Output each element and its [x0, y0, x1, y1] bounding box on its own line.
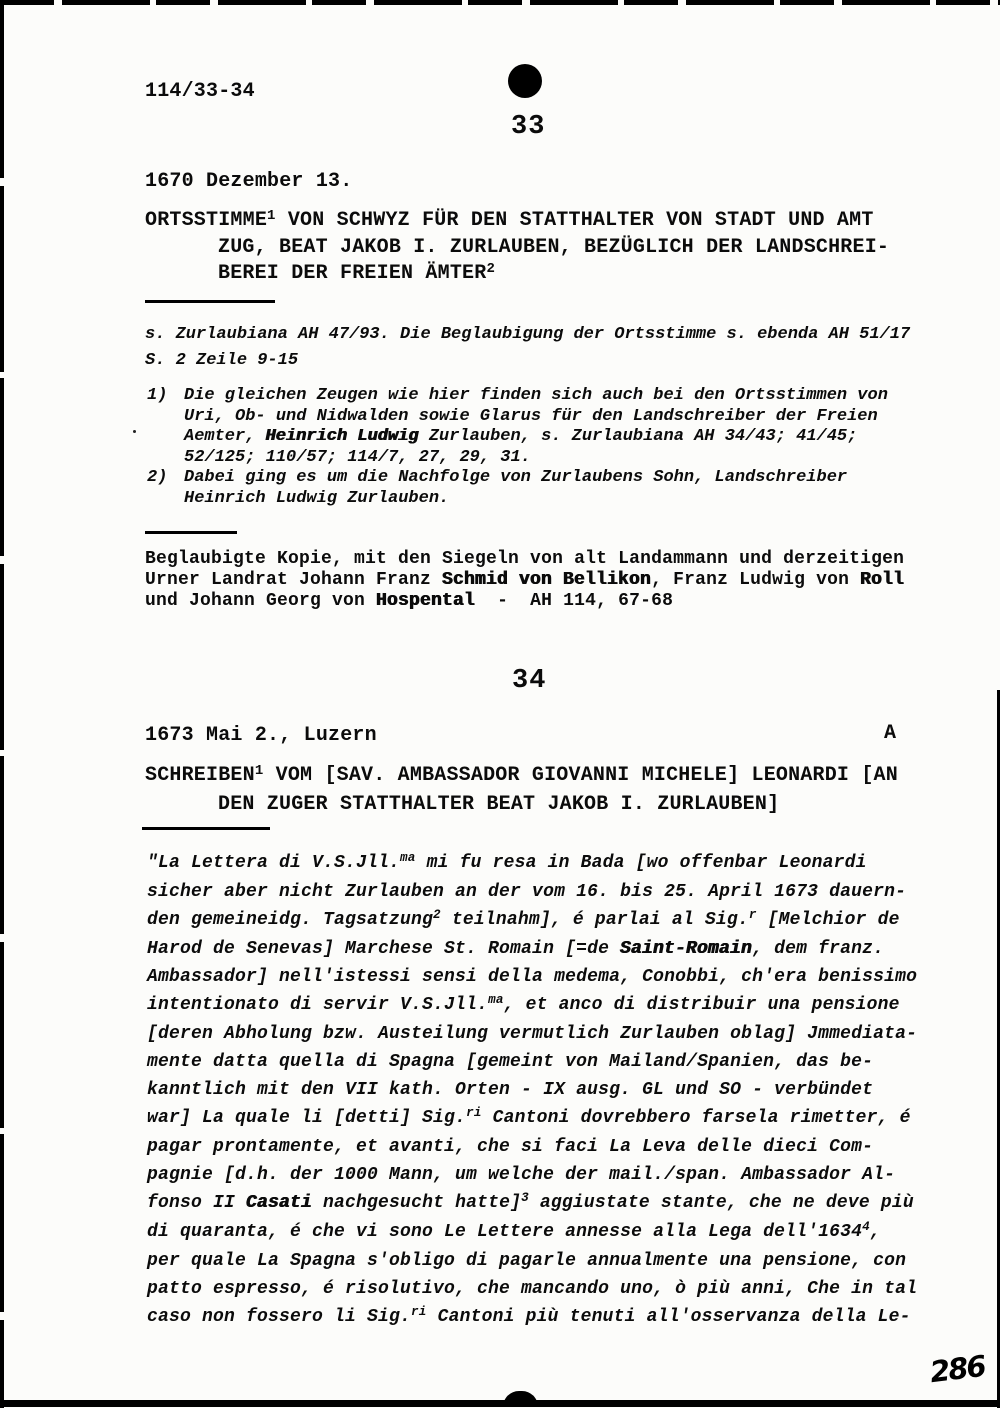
text-line: Heinrich Ludwig Zurlauben. — [184, 488, 450, 508]
entry-34-series-letter: A — [884, 722, 897, 745]
text-line: per quale La Spagna s'obligo di pagarle annualmente una pensione, con — [147, 1251, 907, 1271]
text-line: fonso II Casati nachgesucht hatte]$^3$ aggiustate stante, che ne deve più — [147, 1191, 914, 1213]
archive-signature: 114/33-34 — [145, 80, 255, 103]
handwritten-page-number: 286 — [928, 1348, 987, 1390]
scan-edge-bottom — [0, 1400, 1000, 1407]
text-line: und Johann Georg von Hospental - AH 114, 67-68 — [145, 591, 674, 611]
text-line: kanntlich mit den VII kath. Orten - IX ausg. GL und SO - verbündet — [147, 1080, 874, 1100]
entry-34-date: 1673 Mai 2., Luzern — [145, 724, 377, 747]
text-line: SCHREIBEN$^1$ VOM [SAV. AMBASSADOR GIOVANNI MICHELE] LEONARDI [AN — [145, 762, 898, 787]
text-line: 52/125; 110/57; 114/7, 27, 29, 31. — [184, 447, 531, 467]
scan-speck — [133, 430, 136, 433]
text-line: S. 2 Zeile 9-15 — [145, 351, 299, 370]
separator-rule-1 — [145, 300, 275, 303]
text-line: [deren Abholung bzw. Austeilung vermutlich Zurlauben oblag] Jmmediata- — [147, 1024, 918, 1044]
footnote-text — [184, 468, 847, 509]
footnote-text — [184, 386, 888, 468]
text-line: pagnie [d.h. der 1000 Mann, um welche der mail./span. Ambassador Al- — [147, 1165, 896, 1185]
entry-34-body-text — [147, 849, 917, 1332]
text-line: mente datta quella di Spagna [gemeint von Mailand/Spanien, das be- — [147, 1052, 874, 1072]
text-line: Beglaubigte Kopie, mit den Siegeln von alt Landammann und derzeitigen — [145, 549, 905, 569]
text-line: patto espresso, é risolutivo, che mancando uno, ò più anni, Che in tal — [147, 1279, 918, 1299]
entry-33-footnotes — [147, 386, 888, 509]
punch-hole-dot-bottom — [503, 1391, 538, 1407]
footnote — [147, 468, 888, 509]
text-line: ZUG, BEAT JAKOB I. ZURLAUBEN, BEZÜGLICH DER LANDSCHREI- — [218, 236, 890, 259]
separator-rule-2 — [145, 531, 237, 534]
text-line: BEREI DER FREIEN ÄMTER$^2$ — [218, 260, 496, 285]
text-line: intentionato di servir V.S.Jll.$^{ma}$, et anco di distribuir una pensione — [147, 993, 900, 1015]
text-line: "La Lettera di V.S.Jll.$^{ma}$ mi fu resa in Bada [wo offenbar Leonardi — [147, 851, 867, 873]
entry-34-title — [145, 762, 898, 818]
footnote-marker: 1) — [147, 386, 168, 405]
footnote-marker: 2) — [147, 468, 168, 487]
text-line: DEN ZUGER STATTHALTER BEAT JAKOB I. ZURLAUBEN] — [218, 793, 780, 816]
text-line: sicher aber nicht Zurlauben an der vom 16. bis 25. April 1673 dauern- — [147, 882, 907, 902]
text-line: Harod de Senevas] Marchese St. Romain [=de Saint-Romain, dem franz. — [147, 939, 885, 959]
separator-rule-3 — [142, 827, 270, 830]
text-line: di quaranta, é che vi sono Le Lettere annesse alla Lega dell'1634$^4$, — [147, 1220, 881, 1242]
entry-33-title — [145, 208, 889, 288]
text-line: Urner Landrat Johann Franz Schmid von Bellikon, Franz Ludwig von Roll — [145, 570, 905, 590]
entry-33-date: 1670 Dezember 13. — [145, 170, 353, 193]
scan-edge-top — [0, 0, 1000, 5]
text-line: Aemter, Heinrich Ludwig Zurlauben, s. Zurlaubiana AH 34/43; 41/45; — [184, 427, 858, 446]
entry-34-number: 34 — [512, 666, 547, 696]
text-line: ORTSSTIMME$^1$ VON SCHWYZ FÜR DEN STATTHALTER VON STADT UND AMT — [145, 207, 874, 232]
entry-33-source-note — [145, 322, 910, 374]
text-line: pagar prontamente, et avanti, che si faci La Leva delle dieci Com- — [147, 1137, 874, 1157]
text-line: s. Zurlaubiana AH 47/93. Die Beglaubigung der Ortsstimme s. ebenda AH 51/17 — [145, 325, 911, 344]
text-line: Die gleichen Zeugen wie hier finden sich auch bei den Ortsstimmen von — [184, 386, 888, 405]
entry-33-provenance — [145, 549, 904, 612]
text-line: war] La quale li [detti] Sig.$^{ri}$ Cantoni dovrebbero farsela rimetter, é — [147, 1106, 911, 1128]
scan-edge-left — [0, 0, 4, 1408]
text-line: caso non fossero li Sig.$^{ri}$ Cantoni più tenuti all'osservanza della Le- — [147, 1305, 911, 1327]
text-line: den gemeineidg. Tagsatzung$^2$ teilnahm], é parlai al Sig.$^r$ [Melchior de — [147, 908, 900, 930]
text-line: Uri, Ob- und Nidwalden sowie Glarus für den Landschreiber der Freien — [184, 406, 878, 426]
text-line: Ambassador] nell'istessi sensi della medema, Conobbi, ch'era benissimo — [147, 967, 918, 987]
entry-33-number: 33 — [511, 112, 546, 142]
text-line: Dabei ging es um die Nachfolge von Zurlaubens Sohn, Landschreiber — [184, 468, 848, 487]
punch-hole-dot-top — [508, 64, 542, 98]
footnote — [147, 386, 888, 468]
